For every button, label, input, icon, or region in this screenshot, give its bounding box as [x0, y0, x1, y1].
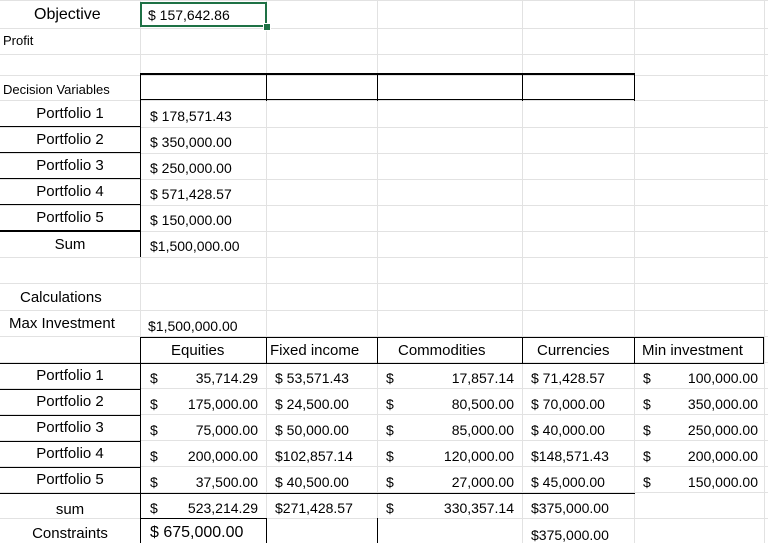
equities-sum-cell[interactable]: 523,214.29: [187, 500, 258, 516]
fill-handle[interactable]: [263, 23, 271, 31]
decision-portfolio-label: Portfolio 1: [36, 105, 104, 122]
equities-cell[interactable]: 200,000.00: [187, 448, 258, 464]
fixed-income-cell[interactable]: $ 24,500.00: [275, 396, 349, 412]
border-line: [634, 73, 635, 101]
currency-symbol: $: [386, 396, 394, 412]
header-equities: Equities: [171, 342, 225, 359]
currencies-sum-cell[interactable]: $375,000.00: [531, 500, 609, 516]
min-investment-cell[interactable]: 200,000.00: [687, 448, 758, 464]
currency-symbol: $: [643, 474, 651, 490]
currency-symbol: $: [643, 396, 651, 412]
border-line: [140, 99, 635, 100]
fixed-income-cell[interactable]: $ 53,571.43: [275, 370, 349, 386]
header-fixed-income: Fixed income: [270, 342, 360, 359]
header-currencies: Currencies: [537, 342, 610, 359]
decision-portfolio-label: Portfolio 2: [36, 131, 104, 148]
decision-portfolio-label: Portfolio 4: [36, 183, 104, 200]
calc-portfolio-label: Portfolio 2: [36, 393, 104, 410]
currencies-cell[interactable]: $ 70,000.00: [531, 396, 605, 412]
currency-symbol: $: [643, 422, 651, 438]
gridline: [0, 75, 768, 76]
equities-cell[interactable]: 35,714.29: [195, 370, 258, 386]
commodities-cell[interactable]: 17,857.14: [451, 370, 514, 386]
border-line: [140, 73, 635, 75]
currency-symbol: $: [386, 422, 394, 438]
min-investment-cell[interactable]: 150,000.00: [687, 474, 758, 490]
profit-label: Profit: [3, 33, 34, 48]
constraints-label: Constraints: [32, 525, 108, 542]
gridline: [0, 54, 768, 55]
currencies-cell[interactable]: $ 40,000.00: [531, 422, 605, 438]
currency-symbol: $: [643, 448, 651, 464]
currencies-cell[interactable]: $ 71,428.57: [531, 370, 605, 386]
currency-symbol: $: [643, 370, 651, 386]
calc-portfolio-label: Portfolio 4: [36, 445, 104, 462]
border-line: [377, 73, 378, 101]
currency-symbol: $: [150, 370, 158, 386]
border-line: [634, 337, 635, 363]
gridline: [0, 283, 768, 284]
currency-symbol: $: [150, 500, 158, 516]
commodities-cell[interactable]: 27,000.00: [451, 474, 514, 490]
decision-value-cell[interactable]: $ 250,000.00: [150, 160, 232, 176]
currency-symbol: $: [386, 370, 394, 386]
border-line: [140, 73, 141, 101]
equities-constraint-cell[interactable]: $ 675,000.00: [150, 524, 244, 541]
decision-value-cell[interactable]: $ 178,571.43: [150, 108, 232, 124]
max-investment-label: Max Investment: [9, 315, 115, 332]
border-line: [522, 337, 523, 363]
objective-label: Objective: [34, 6, 101, 23]
fixed-income-cell[interactable]: $ 40,500.00: [275, 474, 349, 490]
decision-value-cell[interactable]: $ 150,000.00: [150, 212, 232, 228]
calc-portfolio-label: Portfolio 1: [36, 367, 104, 384]
border-line: [377, 518, 378, 543]
border-line: [140, 337, 141, 543]
border-line: [266, 518, 267, 543]
decision-portfolio-label: Portfolio 3: [36, 157, 104, 174]
decision-sum-cell[interactable]: $1,500,000.00: [150, 238, 240, 254]
fixed-income-cell[interactable]: $ 50,000.00: [275, 422, 349, 438]
border-line: [140, 100, 141, 257]
decision-value-cell[interactable]: $ 571,428.57: [150, 186, 232, 202]
equities-cell[interactable]: 75,000.00: [195, 422, 258, 438]
calculations-title: Calculations: [20, 289, 102, 306]
currency-symbol: $: [386, 448, 394, 464]
equities-cell[interactable]: 175,000.00: [187, 396, 258, 412]
border-line: [377, 337, 378, 363]
calc-portfolio-label: Portfolio 5: [36, 471, 104, 488]
equities-cell[interactable]: 37,500.00: [195, 474, 258, 490]
gridline: [764, 0, 765, 543]
currency-symbol: $: [150, 396, 158, 412]
border-line: [140, 518, 267, 519]
currency-symbol: $: [386, 474, 394, 490]
border-line: [266, 337, 267, 363]
decision-portfolio-label: Portfolio 5: [36, 209, 104, 226]
commodities-cell[interactable]: 120,000.00: [443, 448, 514, 464]
gridline: [0, 28, 768, 29]
currencies-constraint-cell[interactable]: $375,000.00: [531, 527, 609, 543]
min-investment-cell[interactable]: 250,000.00: [687, 422, 758, 438]
header-commodities: Commodities: [398, 342, 486, 359]
border-line: [0, 493, 140, 494]
currency-symbol: $: [386, 500, 394, 516]
commodities-cell[interactable]: 80,500.00: [451, 396, 514, 412]
calc-portfolio-label: Portfolio 3: [36, 419, 104, 436]
currencies-cell[interactable]: $148,571.43: [531, 448, 609, 464]
max-investment-cell[interactable]: $1,500,000.00: [148, 318, 238, 334]
border-line: [266, 73, 267, 101]
commodities-sum-cell[interactable]: 330,357.14: [443, 500, 514, 516]
objective-value-cell[interactable]: $ 157,642.86: [148, 7, 230, 23]
commodities-cell[interactable]: 85,000.00: [451, 422, 514, 438]
calc-sum-label: sum: [55, 501, 85, 518]
min-investment-cell[interactable]: 100,000.00: [687, 370, 758, 386]
border-line: [763, 337, 764, 363]
currency-symbol: $: [150, 474, 158, 490]
decision-variables-title: Decision Variables: [3, 82, 110, 97]
currency-symbol: $: [150, 422, 158, 438]
currencies-cell[interactable]: $ 45,000.00: [531, 474, 605, 490]
fixed-income-cell[interactable]: $102,857.14: [275, 448, 353, 464]
gridline: [0, 0, 768, 1]
currency-symbol: $: [150, 448, 158, 464]
decision-value-cell[interactable]: $ 350,000.00: [150, 134, 232, 150]
gridline: [0, 310, 768, 311]
border-line: [522, 73, 523, 101]
min-investment-cell[interactable]: 350,000.00: [687, 396, 758, 412]
decision-sum-label: Sum: [54, 236, 86, 253]
fixed-income-sum-cell[interactable]: $271,428.57: [275, 500, 353, 516]
header-min-investment: Min investment: [642, 342, 743, 359]
